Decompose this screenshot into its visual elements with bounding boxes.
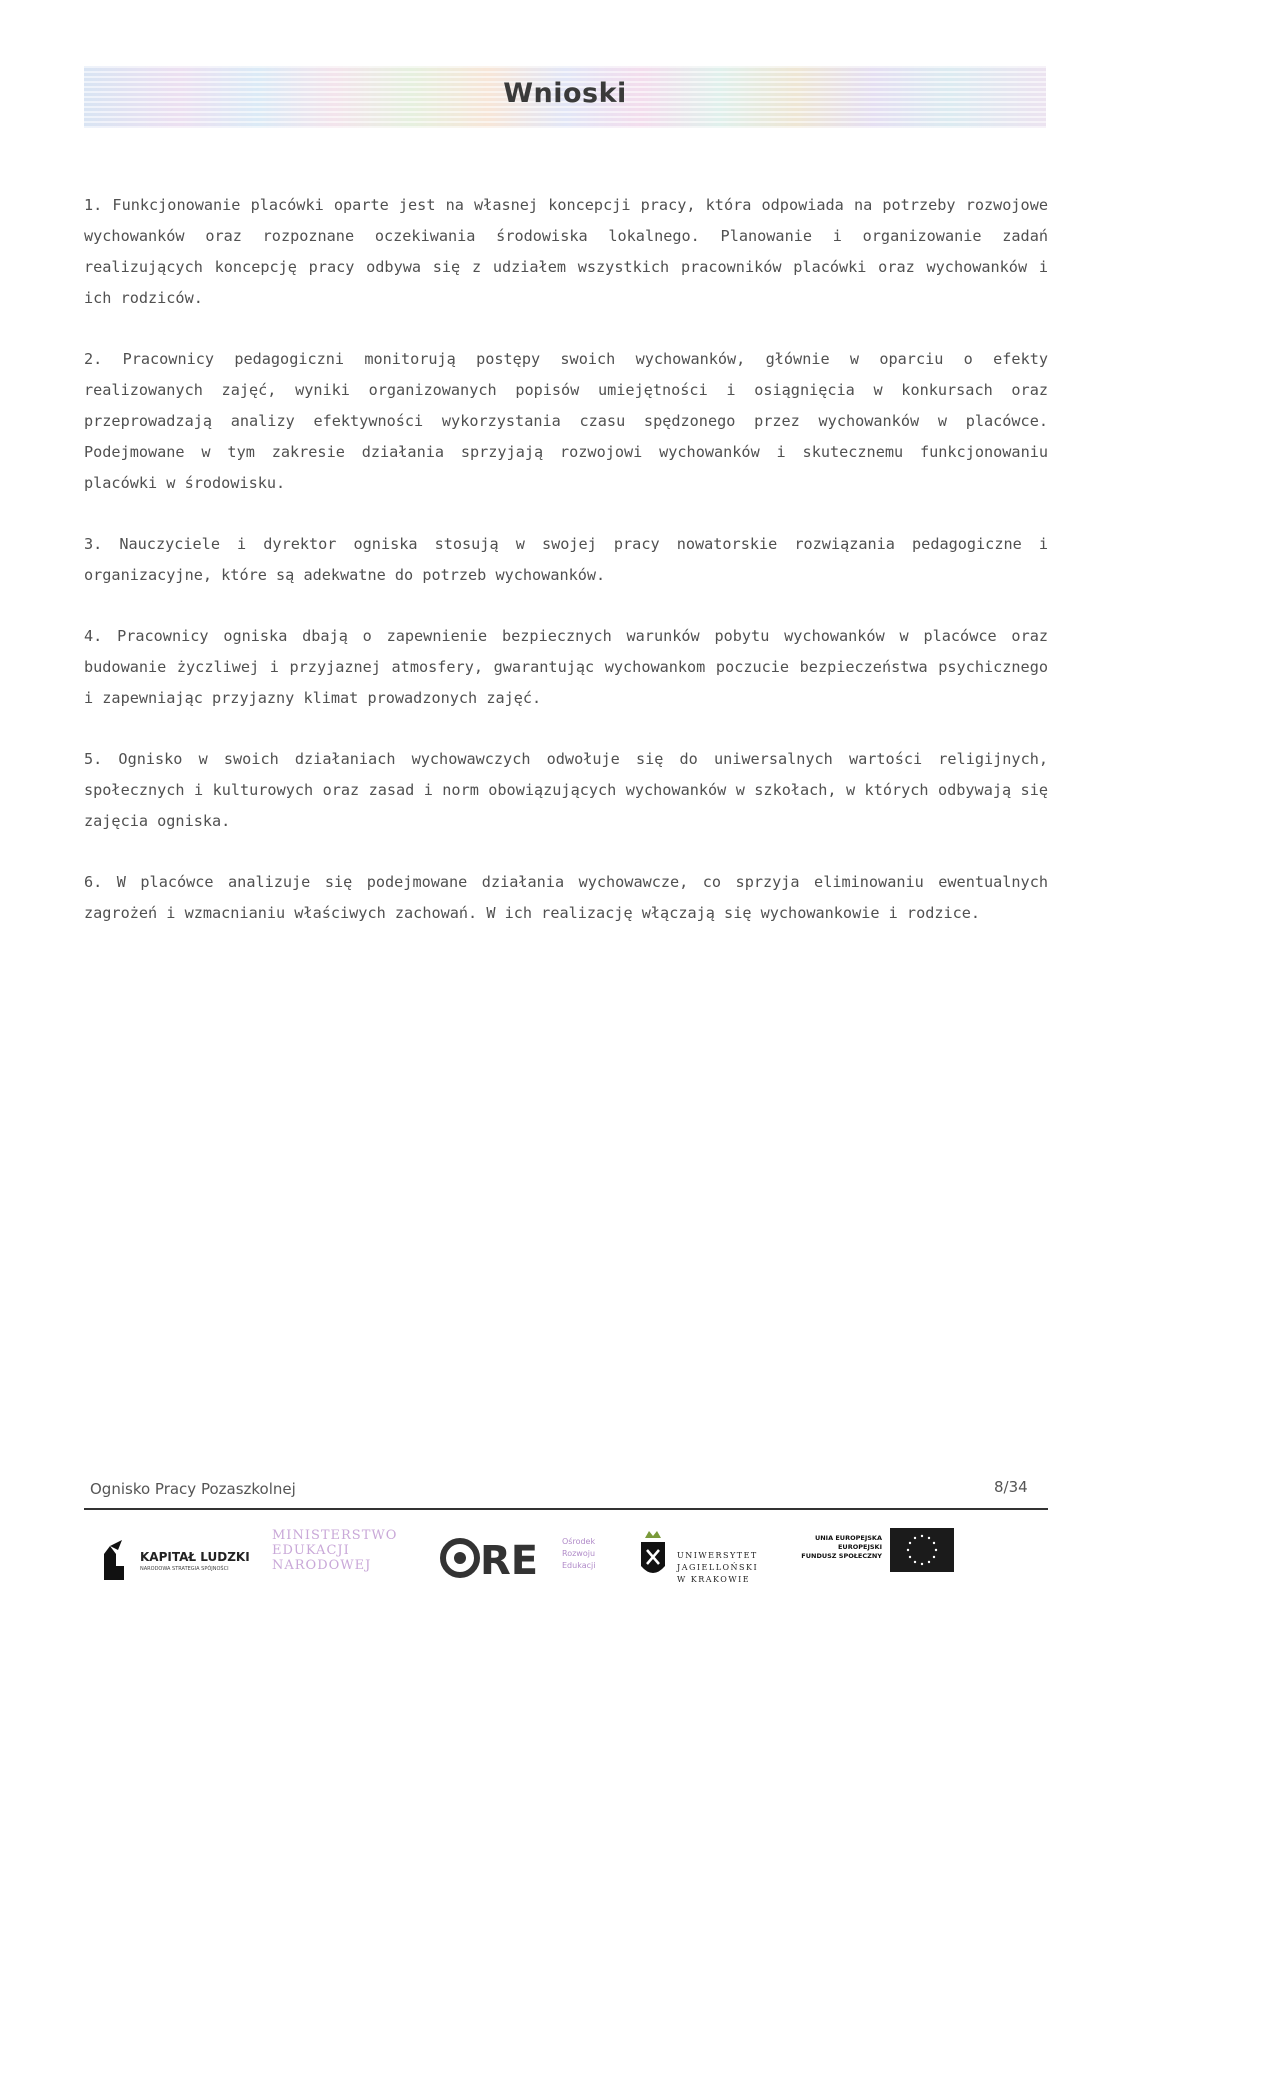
ore-side-text: Ośrodek Rozwoju Edukacji (562, 1537, 596, 1570)
footer-logos (90, 1528, 1040, 1598)
conclusion-item: 4. Pracownicy ogniska dbają o zapewnienie bezpiecznych warunków pobytu wychowanków w placówce oraz budowanie życzliwej i przyjaznej atmosfery, gwarantując wychowankom poczucie bezpieczeństwa psychicznego i zapewniając przyjazny klimat prowadzonych zajęć. (84, 627, 1048, 707)
conclusions-list (84, 190, 1048, 959)
header-banner (84, 66, 1046, 128)
kapital-ludzki-icon (96, 1536, 132, 1584)
page-title: Wnioski (503, 78, 627, 109)
ministerstwo-text: MINISTERSTWO EDUKACJI NARODOWEJ (272, 1528, 398, 1573)
kapital-ludzki-logo (90, 1528, 260, 1588)
kapital-ludzki-title: KAPITAŁ LUDZKI (140, 1550, 250, 1564)
conclusion-item: 1. Funkcjonowanie placówki oparte jest na własnej koncepcji pracy, która odpowiada na potrzeby rozwojowe wychowanków oraz rozpoznane oczekiwania środowiska lokalnego. Planowanie i organizowanie zadań realizujących koncepcję pracy odbywa się z udziałem wszystkich pracowników placówki oraz wychowanków i ich rodziców. (84, 196, 1048, 307)
uj-name: UNIWERSYTET JAGIELLOŃSKI W KRAKOWIE (677, 1551, 759, 1584)
footer-document-title: Ognisko Pracy Pozaszkolnej (90, 1480, 296, 1498)
ore-icon (440, 1536, 558, 1580)
conclusion-item: 2. Pracownicy pedagogiczni monitorują postępy swoich wychowanków, głównie w oparciu o efekty realizowanych zajęć, wyniki organizowanych popisów umiejętności i osiągnięcia w konkursach oraz przeprowadzają analizy efektywności wykorzystania czasu spędzonego przez wychowanków w placówce. Podejmowane w tym zakresie działania sprzyjają rozwojowi wychowanków i skutecznemu funkcjonowaniu placówki w środowisku. (84, 350, 1048, 492)
ore-letters: RE (480, 1538, 539, 1580)
conclusion-item: 5. Ognisko w swoich działaniach wychowawczych odwołuje się do uniwersalnych wartości religijnych, społecznych i kulturowych oraz zasad i norm obowiązujących wychowanków w szkołach, w których odbywają się zajęcia ogniska. (84, 750, 1048, 830)
conclusion-item: 3. Nauczyciele i dyrektor ogniska stosują w swojej pracy nowatorskie rozwiązania pedagogiczne i organizacyjne, które są adekwatne do potrzeb wychowanków. (84, 535, 1048, 584)
page-number: 8/34 (994, 1478, 1028, 1496)
eu-flag-icon (890, 1528, 954, 1572)
footer-divider (84, 1508, 1048, 1510)
eu-stars-icon (890, 1528, 954, 1572)
uj-logo (635, 1528, 785, 1588)
ministerstwo-logo (272, 1528, 402, 1588)
eu-text: UNIA EUROPEJSKA EUROPEJSKI FUNDUSZ SPOŁECZNY (801, 1534, 882, 1560)
uj-crest-icon (635, 1528, 671, 1584)
ore-logo (440, 1528, 640, 1588)
conclusion-item: 6. W placówce analizuje się podejmowane działania wychowawcze, co sprzyja eliminowaniu ewentualnych zagrożeń i wzmacnianiu właściwych zachowań. W ich realizację włączają się wychowankowie i rodzice. (84, 873, 1048, 922)
eu-logo (790, 1528, 960, 1588)
kapital-ludzki-subtitle: NARODOWA STRATEGIA SPÓJNOŚCI (140, 1566, 229, 1572)
